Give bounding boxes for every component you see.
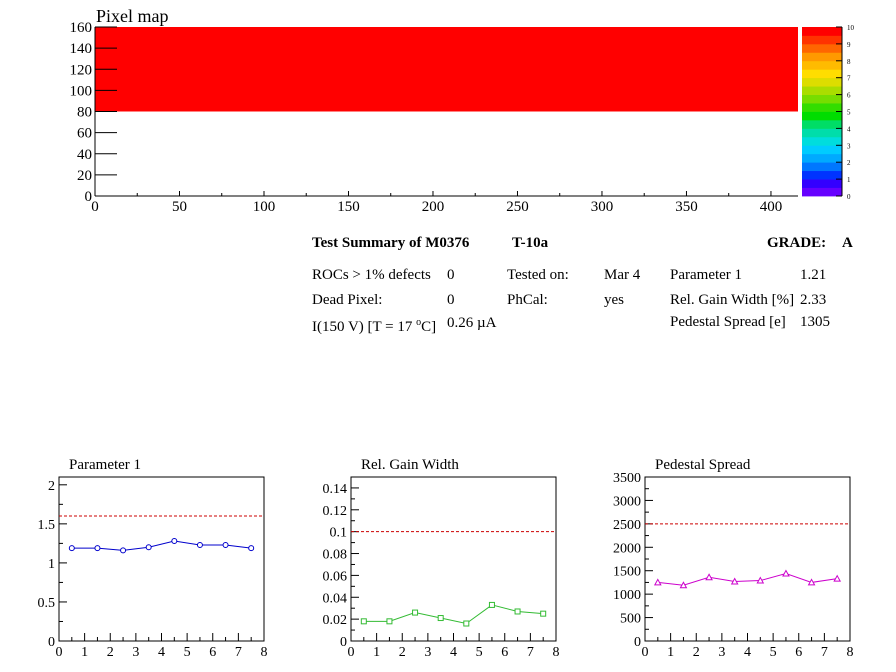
pixel-map-x-tick-label: 0 <box>91 199 99 215</box>
x-tick-label: 5 <box>183 645 191 660</box>
y-tick-label: 0.1 <box>329 525 347 541</box>
palette-band <box>802 188 842 197</box>
current-label-sup: o <box>416 317 422 328</box>
data-point <box>706 574 712 580</box>
current-label <box>312 314 436 336</box>
y-tick-label: 0.12 <box>322 503 347 519</box>
palette-band <box>802 145 842 154</box>
pedestal-spread-chart <box>613 457 854 660</box>
pedestal-label: Pedestal Spread [e] <box>670 314 786 330</box>
pixel-map-y-tick-label: 20 <box>77 167 92 184</box>
palette-band <box>802 95 842 104</box>
data-point <box>515 609 520 614</box>
y-tick-label: 1000 <box>613 588 641 604</box>
x-tick-label: 6 <box>501 645 509 660</box>
palette-band <box>802 112 842 121</box>
data-point <box>783 571 789 577</box>
palette-tick-label: 7 <box>847 74 851 83</box>
data-point <box>438 616 443 621</box>
palette-band <box>802 61 842 70</box>
palette-tick-label: 2 <box>847 159 851 168</box>
x-tick-label: 8 <box>846 645 854 660</box>
x-tick-label: 0 <box>641 645 649 660</box>
dead-pixel-label: Dead Pixel: <box>312 292 383 308</box>
frame <box>351 477 556 641</box>
y-tick-label: 0.02 <box>322 613 347 629</box>
pixel-map-y-tick-label: 80 <box>77 104 92 121</box>
summary-test: T-10a <box>512 235 549 251</box>
pixel-map-x-tick-label: 150 <box>337 199 360 215</box>
rel-gain-width-chart <box>323 457 560 660</box>
data-point <box>413 610 418 615</box>
frame <box>645 477 850 641</box>
x-tick-label: 0 <box>55 645 63 660</box>
palette-tick-label: 8 <box>847 57 851 66</box>
palette-band <box>802 137 842 146</box>
x-tick-label: 3 <box>424 645 432 660</box>
palette-band <box>802 120 842 129</box>
gain-value: 2.33 <box>800 292 827 308</box>
data-point <box>361 619 366 624</box>
palette-tick-label: 10 <box>847 24 854 32</box>
gain-label: Rel. Gain Width [%] <box>670 292 795 308</box>
x-tick-label: 3 <box>718 645 726 660</box>
palette-band <box>802 171 842 180</box>
palette-tick-label: 9 <box>847 40 851 49</box>
palette-tick-label: 4 <box>847 125 851 134</box>
pixel-map-y-tick-label: 100 <box>69 83 92 100</box>
tested-on-label: Tested on: <box>507 267 569 283</box>
x-tick-label: 5 <box>475 645 483 660</box>
palette-band <box>802 27 842 36</box>
pixel-map-x-tick-label: 300 <box>590 199 614 215</box>
palette-band <box>802 128 842 137</box>
y-tick-label: 0.06 <box>322 569 347 585</box>
x-tick-label: 6 <box>209 645 217 660</box>
pixel-map-chart <box>70 6 799 215</box>
x-tick-label: 3 <box>132 645 140 660</box>
pixel-map-y-tick-label: 0 <box>84 189 92 205</box>
pixel-map-y-tick-label: 120 <box>69 62 92 79</box>
data-point <box>387 619 392 624</box>
summary-title: Test Summary of M0376 <box>312 235 470 251</box>
palette-tick-label: 0 <box>847 193 851 201</box>
x-tick-label: 4 <box>450 645 457 660</box>
data-point <box>541 611 546 616</box>
palette-band <box>802 35 842 44</box>
y-tick-label: 0.08 <box>322 547 347 563</box>
y-tick-label: 0.04 <box>322 591 347 607</box>
chart-title: Parameter 1 <box>69 457 142 473</box>
palette-band <box>802 86 842 95</box>
y-tick-label: 500 <box>620 611 641 627</box>
x-tick-label: 4 <box>744 645 751 660</box>
x-tick-label: 2 <box>398 645 406 660</box>
pixel-map-y-tick-label: 160 <box>69 20 92 36</box>
y-tick-label: 1 <box>48 556 55 572</box>
chart-title: Rel. Gain Width <box>361 457 459 473</box>
pixel-map-title: Pixel map <box>96 6 169 26</box>
x-tick-label: 5 <box>769 645 777 660</box>
current-label-pre: I(150 V) [T = 17 <box>312 319 417 335</box>
pixel-map-y-tick-label: 60 <box>77 125 92 142</box>
x-tick-label: 7 <box>234 645 242 660</box>
data-point <box>197 542 202 547</box>
x-tick-label: 1 <box>81 645 89 660</box>
data-point <box>834 576 840 582</box>
param1-value: 1.21 <box>800 267 827 283</box>
palette-tick-label: 3 <box>847 142 851 151</box>
palette-band <box>802 78 842 87</box>
x-tick-label: 2 <box>106 645 114 660</box>
x-tick-label: 0 <box>347 645 355 660</box>
palette-band <box>802 154 842 163</box>
palette-tick-label: 1 <box>847 176 851 185</box>
x-tick-label: 7 <box>820 645 828 660</box>
x-tick-label: 7 <box>526 645 534 660</box>
palette-band <box>802 103 842 112</box>
data-point <box>121 548 126 553</box>
parameter1-chart <box>38 457 268 660</box>
y-tick-label: 3500 <box>613 471 641 486</box>
frame <box>59 477 264 641</box>
rocs-label: ROCs > 1% defects <box>312 267 431 283</box>
palette-band <box>802 52 842 61</box>
data-point <box>223 542 228 547</box>
x-tick-label: 1 <box>373 645 381 660</box>
phcal-label: PhCal: <box>507 292 548 308</box>
pixel-map-y-tick-label: 140 <box>69 41 92 58</box>
y-tick-label: 1.5 <box>37 517 55 533</box>
pedestal-value: 1305 <box>800 314 830 330</box>
palette-band <box>802 162 842 171</box>
current-label-post: C] <box>421 319 437 335</box>
palette-tick-label: 6 <box>847 91 851 100</box>
pixel-map-x-tick-label: 200 <box>421 199 445 215</box>
palette-tick-label: 5 <box>847 108 851 117</box>
pixel-map-x-tick-label: 250 <box>506 199 529 215</box>
pixel-map-x-tick-label: 100 <box>252 199 276 215</box>
y-tick-label: 2500 <box>613 517 641 533</box>
data-point <box>464 621 469 626</box>
x-tick-label: 6 <box>795 645 803 660</box>
rocs-value: 0 <box>447 267 455 283</box>
x-tick-label: 8 <box>260 645 268 660</box>
data-point <box>146 545 151 550</box>
y-tick-label: 2000 <box>613 541 641 557</box>
y-tick-label: 3000 <box>613 494 641 510</box>
data-point <box>172 539 177 544</box>
y-tick-label: 0.14 <box>322 481 347 497</box>
palette-band <box>802 179 842 188</box>
palette-band <box>802 69 842 78</box>
data-point <box>95 546 100 551</box>
x-tick-label: 4 <box>158 645 165 660</box>
y-tick-label: 0 <box>634 635 641 650</box>
tested-on-value: Mar 4 <box>604 267 641 283</box>
pixel-map-x-tick-label: 350 <box>675 199 698 215</box>
data-point <box>249 546 254 551</box>
x-tick-label: 1 <box>667 645 675 660</box>
x-tick-label: 2 <box>692 645 700 660</box>
palette-band <box>802 44 842 53</box>
y-tick-label: 1500 <box>613 564 641 580</box>
pixel-map-y-tick-label: 40 <box>77 146 92 163</box>
y-tick-label: 2 <box>48 478 55 494</box>
param1-label: Parameter 1 <box>670 267 743 283</box>
grade-value: A <box>842 235 853 251</box>
phcal-value: yes <box>604 292 624 308</box>
pixel-map-filled-region <box>95 27 798 112</box>
y-tick-label: 0 <box>340 635 347 650</box>
y-tick-label: 0 <box>48 635 55 650</box>
current-value: 0.26 µA <box>447 315 497 331</box>
pixel-map-x-tick-label: 50 <box>171 199 187 215</box>
data-point <box>69 546 74 551</box>
color-palette <box>802 24 855 201</box>
pixel-map-x-tick-label: 400 <box>759 199 783 215</box>
dead-pixel-value: 0 <box>447 292 455 308</box>
chart-title: Pedestal Spread <box>655 457 751 473</box>
data-point <box>489 602 494 607</box>
grade-label: GRADE: <box>767 235 827 251</box>
x-tick-label: 8 <box>552 645 560 660</box>
y-tick-label: 0.5 <box>37 595 55 611</box>
